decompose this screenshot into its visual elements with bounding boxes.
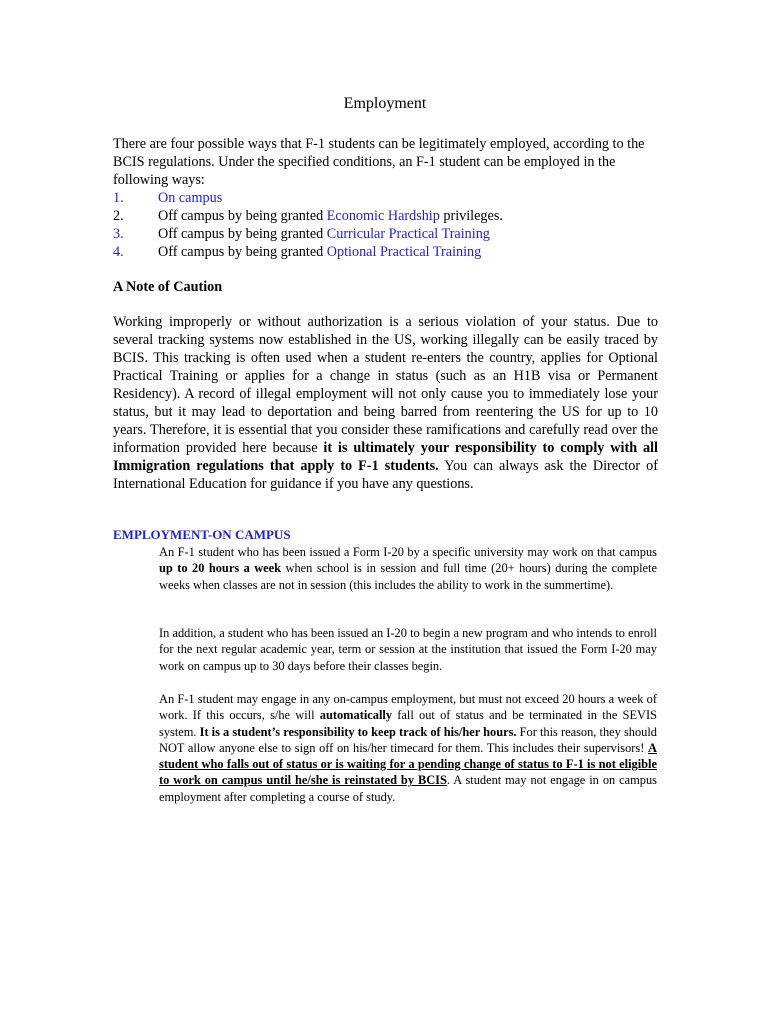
employment-options-list: [113, 189, 658, 261]
list-text: privileges.: [439, 208, 503, 224]
paragraph-bold-text: up to 20 hours a week: [159, 561, 282, 576]
caution-heading: A Note of Caution: [113, 279, 223, 295]
list-text: Off campus by being granted: [158, 208, 327, 224]
caution-paragraph: [113, 313, 658, 493]
caution-text: Working improperly or without authorization is a serious violation of your status. Due to several tracking systems now established in the US, working illegally can be easily traced by BCIS. This tracking is often used when a student re-enters the country, applies for Optional Practical Training or applies for a change in status (such as an H1B visa or Permanent Residency). A record of illegal employment will not only cause you to immediately lose your status, but it may lead to deportation and being barred from reentering the US for up to 10 years. Therefore, it is essential that you consider these ramifications and carefully read over the information provided here because: [113, 314, 658, 456]
list-text: Off campus by being granted: [158, 226, 327, 242]
paragraph-text: An F-1 student who has been issued a Form I-20 by a specific university may work on that campus: [159, 545, 657, 559]
list-item: [113, 207, 658, 225]
list-number: 4.: [113, 244, 124, 260]
list-item: [113, 243, 658, 261]
on-campus-paragraph-1: [159, 544, 657, 593]
paragraph-bold-underlined-text: A student who falls out of status or is waiting for a pending change of status to F-1 is not eligible to work on campus until he/she is reinstated by BCIS: [159, 740, 657, 788]
paragraph-text: . A student may not engage in on campus employment after completing a course of study.: [159, 773, 657, 804]
paragraph-text: fall out of status and be terminated in the SEVIS system.: [159, 708, 657, 739]
paragraph-text: when school is in session and full time (20+ hours) during the complete weeks when classes are not in session (this includes the ability to work in the summertime).: [159, 561, 657, 592]
intro-paragraph: There are four possible ways that F-1 students can be legitimately employed, according to the BCIS regulations. Under the specified conditions, an F-1 student can be employed in the following ways:: [113, 136, 645, 188]
list-number: 3.: [113, 226, 124, 242]
list-item: [113, 225, 658, 243]
intro-section: [113, 135, 658, 261]
list-item: [113, 189, 658, 207]
list-text: Off campus by being granted: [158, 244, 327, 260]
page-title: Employment: [343, 95, 427, 112]
paragraph-bold-text: automatically: [319, 708, 393, 723]
curricular-practical-training-link[interactable]: Curricular Practical Training: [326, 226, 490, 242]
on-campus-paragraph-3: [159, 691, 657, 805]
economic-hardship-link[interactable]: Economic Hardship: [326, 208, 440, 224]
list-number: 1.: [113, 190, 124, 206]
paragraph-text: An F-1 student may engage in any on-campus employment, but must not exceed 20 hours a week of work. If this occurs, s/he will: [159, 692, 657, 723]
paragraph-text: For this reason, they should NOT allow anyone else to sign off on his/her timecard for them. This includes their supervisors!: [159, 724, 657, 755]
on-campus-paragraph-2: In addition, a student who has been issued an I-20 to begin a new program and who intends to enroll for the next regular academic year, term or session at the institution that issued the Form I-20 may work on campus up to 30 days before their classes begin.: [159, 626, 657, 673]
list-number: 2.: [113, 208, 124, 224]
caution-bold-text: it is ultimately your responsibility to comply with all Immigration regulations that apply to F-1 students.: [113, 440, 658, 474]
optional-practical-training-link[interactable]: Optional Practical Training: [326, 244, 482, 260]
caution-text: You can always ask the Director of International Education for guidance if you have any questions.: [113, 458, 658, 492]
on-campus-heading: EMPLOYMENT-ON CAMPUS: [113, 527, 291, 542]
on-campus-link[interactable]: On campus: [158, 190, 223, 206]
paragraph-bold-text: It is a student’s responsibility to keep track of his/her hours.: [199, 724, 517, 739]
